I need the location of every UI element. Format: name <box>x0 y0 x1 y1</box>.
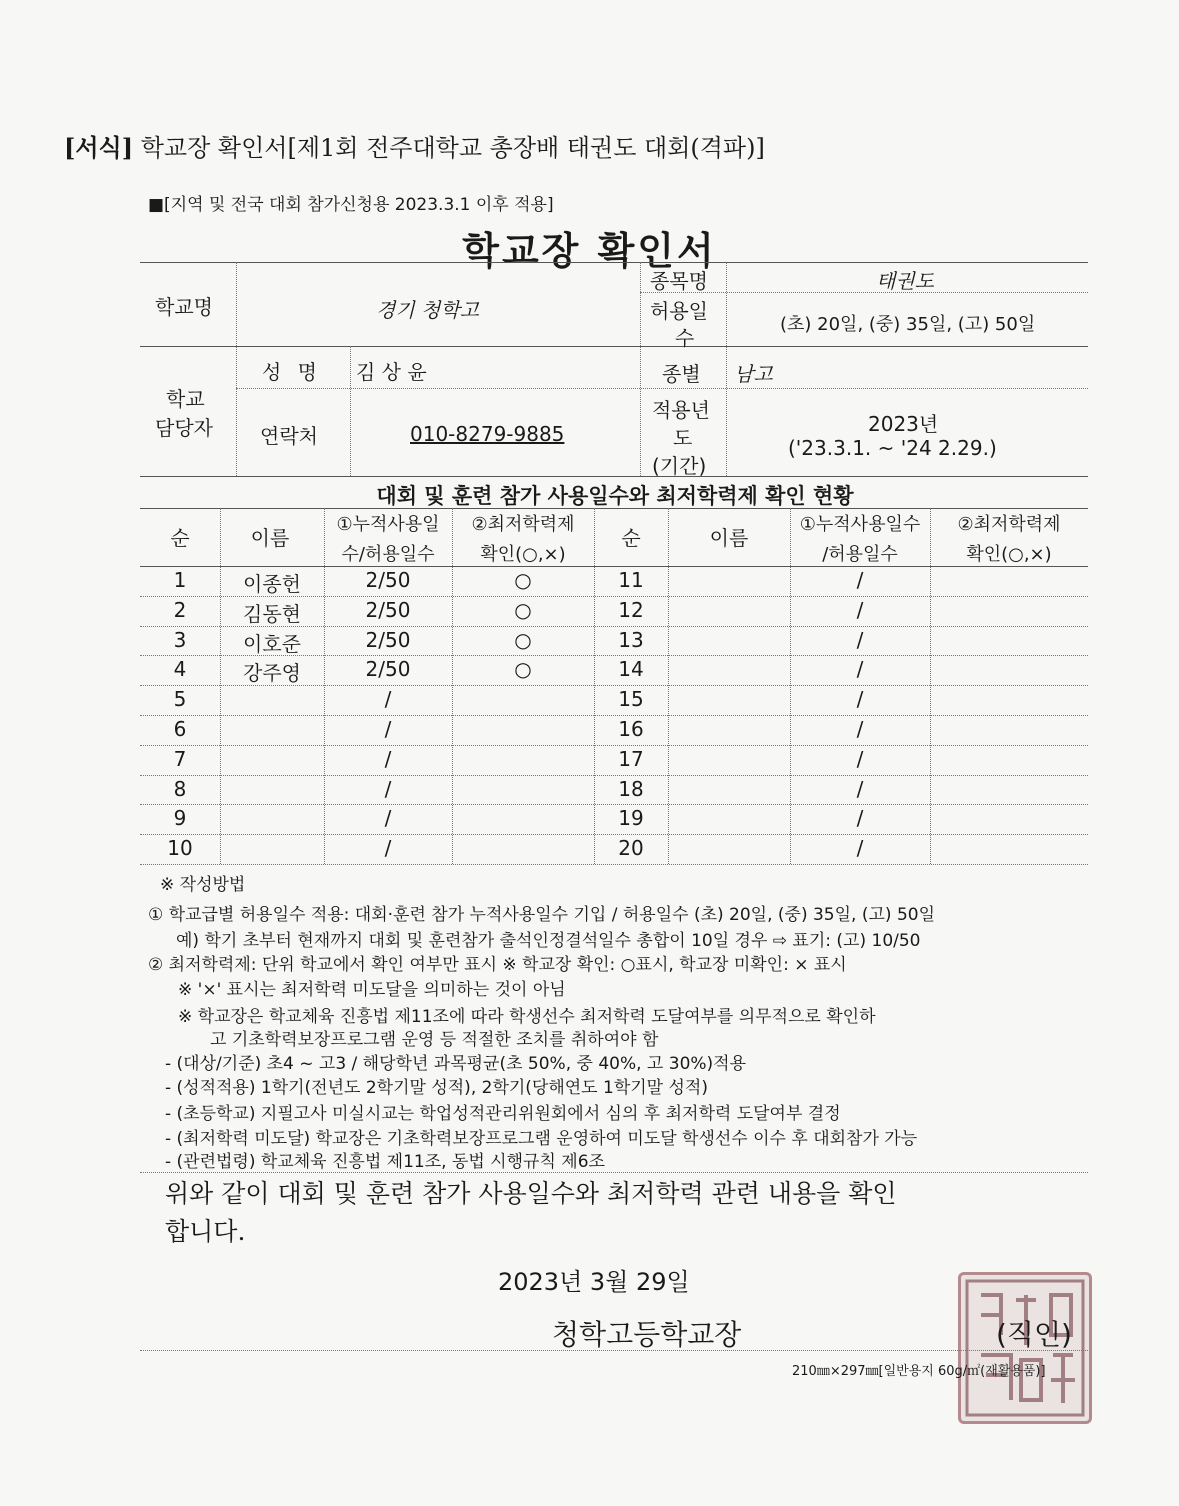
table-cell-no: 6 <box>173 717 187 741</box>
table-cell-no-r: 16 <box>618 717 644 741</box>
table-cell-days: / <box>384 806 392 831</box>
table-cell-days: 2/50 <box>365 657 411 682</box>
table-cell-days: 2/50 <box>365 568 411 592</box>
table-cell-no: 10 <box>167 836 193 861</box>
divider <box>140 626 1088 627</box>
manager-name-value: 김 상 윤 <box>356 360 427 384</box>
col-header-no-right: 순 <box>621 526 641 550</box>
note-2a: ※ '×' 표시는 최저학력 미도달을 의미하는 것이 아님 <box>178 980 566 1000</box>
confirmation-date: 2023년 3월 29일 <box>498 1268 690 1296</box>
table-cell-name: 이호준 <box>243 631 301 656</box>
col-header-check-right-line1: ②최저학력제 <box>957 514 1061 535</box>
form-title: 학교장 확인서[제1회 전주대학교 총장배 태권도 대회(격파)] <box>140 134 765 162</box>
divider <box>140 715 1088 716</box>
detail-4: - (최저학력 미도달) 학교장은 기초학력보장프로그램 운영하여 미도달 학생선수 이수 후 대회참가 가능 <box>165 1129 918 1149</box>
col-header-no: 순 <box>170 526 190 550</box>
table-cell-no-r: 17 <box>618 746 644 771</box>
table-cell-days: 2/50 <box>365 627 411 652</box>
table-cell-days: / <box>384 776 392 801</box>
table-cell-no-r: 14 <box>618 657 644 682</box>
divider <box>140 864 1088 865</box>
contact-value: 010-8279-9885 <box>410 422 565 446</box>
table-cell-no: 3 <box>173 627 187 652</box>
col-header-days-right-line2: /허용일수 <box>822 544 898 565</box>
table-cell-check: ○ <box>514 657 532 682</box>
divider <box>140 1350 1088 1351</box>
table-cell-days-r: / <box>856 627 864 652</box>
table-cell-days: / <box>384 717 392 741</box>
manager-label-1: 학교 <box>166 387 205 411</box>
table-cell-no-r: 20 <box>618 836 644 861</box>
col-header-check <box>452 510 594 566</box>
divider <box>140 566 1088 567</box>
year-value: 2023년 <box>868 412 939 436</box>
table-cell-check: ○ <box>514 568 532 592</box>
table-cell-name: 강주영 <box>243 661 301 686</box>
table-cell-days-r: / <box>856 568 864 592</box>
principal-title: 청학고등학교장 <box>552 1318 742 1351</box>
note-1-example: 예) 학기 초부터 현재까지 대회 및 훈련참가 출석인정결석일수 총합이 10일 경우 ⇨ 표기: (고) 10/50 <box>176 931 921 951</box>
detail-1: - (대상/기준) 초4 ~ 고3 / 해당학년 과목평균(초 50%, 중 40%, 고 30%)적용 <box>165 1054 747 1074</box>
divider <box>236 388 1088 389</box>
divider <box>140 262 1088 263</box>
col-header-days-line2: 수/허용일수 <box>341 544 435 565</box>
divider <box>140 1172 1088 1173</box>
form-subtitle: ■[지역 및 전국 대회 참가신청용 2023.3.1 이후 적용] <box>148 195 554 215</box>
divider <box>726 262 727 476</box>
table-cell-days-r: / <box>856 806 864 831</box>
divider <box>640 262 641 476</box>
year-label-1: 적용년 <box>652 398 710 422</box>
section-title: 대회 및 훈련 참가 사용일수와 최저학력제 확인 현황 <box>376 484 854 508</box>
detail-2: - (성적적용) 1학기(전년도 2학기말 성적), 2학기(당해연도 1학기말 성적) <box>165 1078 708 1098</box>
table-cell-no: 5 <box>173 687 187 712</box>
note-1: ① 학교급별 허용일수 적용: 대회·훈련 참가 누적사용일수 기입 / 허용일수 (초) 20일, (중) 35일, (고) 50일 <box>148 905 936 925</box>
divider <box>140 508 1088 509</box>
divider <box>236 262 237 476</box>
col-header-days-line1: ①누적사용일 <box>336 514 440 535</box>
contact-label: 연락처 <box>260 424 318 448</box>
col-header-days <box>324 510 452 566</box>
col-header-check-line2: 확인(○,×) <box>480 544 566 565</box>
table-cell-name: 이종헌 <box>243 572 301 596</box>
form-label: [서식] <box>64 133 134 162</box>
gender-label: 종별 <box>662 362 701 386</box>
allowed-days-label-1: 허용일 <box>650 299 708 323</box>
confirmation-text-1: 위와 같이 대회 및 훈련 참가 사용일수와 최저학력 관련 내용을 확인 <box>165 1179 897 1208</box>
note-2: ② 최저학력제: 단위 학교에서 확인 여부만 표시 ※ 학교장 확인: ○표시, 학교장 미확인: × 표시 <box>148 955 847 975</box>
table-cell-no-r: 15 <box>618 687 644 712</box>
year-label-2: 도 <box>673 426 693 450</box>
table-cell-days-r: / <box>856 776 864 801</box>
table-cell-no: 2 <box>173 597 187 622</box>
table-cell-days: 2/50 <box>365 597 411 622</box>
col-header-check-line1: ②최저학력제 <box>471 514 575 535</box>
table-cell-no: 8 <box>173 776 187 801</box>
col-header-name: 이름 <box>250 526 290 550</box>
school-name-value: 경기 청학고 <box>376 298 479 322</box>
divider <box>140 745 1088 746</box>
table-cell-name: 김동현 <box>243 601 301 626</box>
divider <box>140 804 1088 805</box>
col-header-check-right-line2: 확인(○,×) <box>966 544 1052 565</box>
form-header <box>64 128 765 163</box>
table-cell-days-r: / <box>856 687 864 712</box>
table-cell-days-r: / <box>856 717 864 741</box>
seal-label: (직인) <box>996 1318 1072 1351</box>
table-cell-days: / <box>384 687 392 712</box>
notes-heading: ※ 작성방법 <box>160 875 246 895</box>
year-label-3: (기간) <box>652 454 707 478</box>
page-title: 학교장 확인서 <box>462 229 717 273</box>
note-2c: 고 기초학력보장프로그램 운영 등 적절한 조치를 취하여야 함 <box>210 1030 659 1050</box>
divider <box>140 476 1088 477</box>
col-header-name-right: 이름 <box>709 526 749 550</box>
table-cell-check: ○ <box>514 627 532 652</box>
table-cell-no-r: 12 <box>618 597 644 622</box>
table-cell-check: ○ <box>514 597 532 622</box>
table-cell-no-r: 11 <box>618 568 644 592</box>
table-cell-no-r: 18 <box>618 776 644 801</box>
table-cell-days: / <box>384 746 392 771</box>
detail-3: - (초등학교) 지필고사 미실시교는 학업성적관리위원회에서 심의 후 최저학력 도달여부 결정 <box>165 1104 841 1124</box>
table-cell-no-r: 19 <box>618 806 644 831</box>
confirmation-text-2: 합니다. <box>165 1217 246 1246</box>
table-cell-days-r: / <box>856 657 864 682</box>
divider <box>140 346 1088 347</box>
divider <box>140 596 1088 597</box>
col-header-days-right <box>790 510 930 566</box>
school-name-label: 학교명 <box>155 295 213 319</box>
table-cell-no: 4 <box>173 657 187 682</box>
manager-label-2: 담당자 <box>155 416 213 440</box>
allowed-days-label-2: 수 <box>675 326 695 350</box>
divider <box>140 775 1088 776</box>
name-label: 성 명 <box>262 360 317 384</box>
table-cell-days-r: / <box>856 836 864 861</box>
table-cell-no: 7 <box>173 746 187 771</box>
divider <box>350 346 351 476</box>
table-cell-days-r: / <box>856 597 864 622</box>
table-cell-days-r: / <box>856 746 864 771</box>
period-value: ('23.3.1. ~ '24 2.29.) <box>788 436 997 460</box>
divider <box>140 834 1088 835</box>
divider <box>140 685 1088 686</box>
allowed-days-value: (초) 20일, (중) 35일, (고) 50일 <box>780 314 1036 335</box>
gender-value: 남고 <box>734 362 773 386</box>
table-cell-no: 9 <box>173 806 187 831</box>
paper-spec: 210㎜×297㎜[일반용지 60g/㎡(재활용품)] <box>792 1364 1046 1379</box>
divider <box>140 655 1088 656</box>
detail-5: - (관련법령) 학교체육 진흥법 제11조, 동법 시행규칙 제6조 <box>165 1152 605 1172</box>
event-value: 태권도 <box>876 269 934 293</box>
table-cell-days: / <box>384 836 392 861</box>
table-cell-no: 1 <box>173 568 187 592</box>
note-2b: ※ 학교장은 학교체육 진흥법 제11조에 따라 학생선수 최저학력 도달여부를 의무적으로 확인하 <box>178 1007 876 1027</box>
table-cell-no-r: 13 <box>618 627 644 652</box>
col-header-check-right <box>930 510 1088 566</box>
event-label: 종목명 <box>650 269 708 293</box>
col-header-days-right-line1: ①누적사용일수 <box>799 514 921 535</box>
